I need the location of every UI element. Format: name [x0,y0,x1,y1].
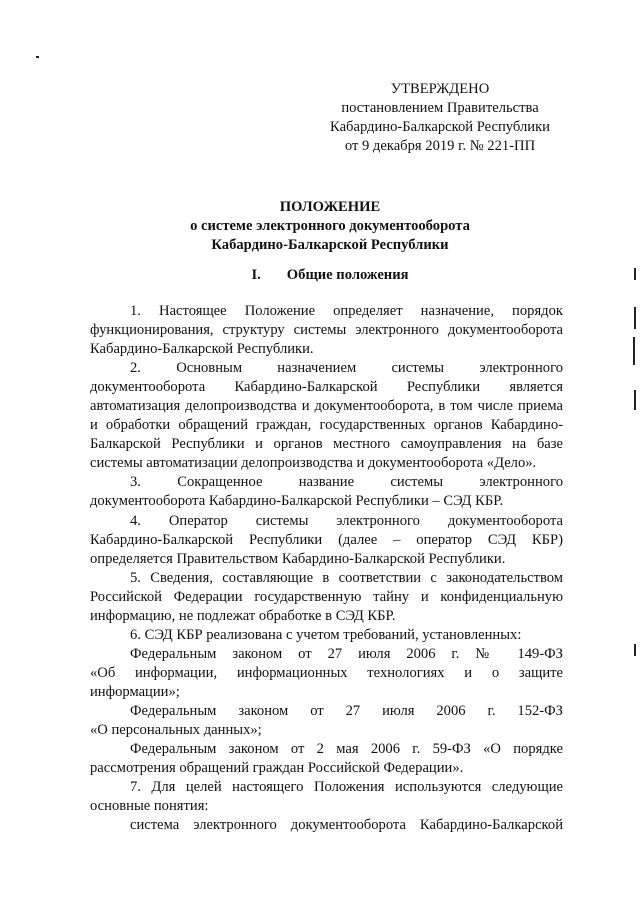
law-149-line-2: «Об информации, информационных технологиях и о защите [90,664,563,681]
paragraph-1-first-line: 1. Настоящее Положение определяет назначение, порядок [130,303,563,319]
paragraph-4-rest: Кабардино-Балкарской Республики (далее – оператор СЭД КБР) определяется Правительством Кабардино-Балкарской Республики. [90,531,563,567]
title-line-2: о системе электронного документооборота [190,218,470,234]
law-59: Федеральным законом от 2 мая 2006 г. 59-ФЗ «О порядке рассмотрения обращений граждан Российской Федерации». [90,741,563,777]
approval-line-2: постановлением Правительства [341,100,539,116]
paragraph-7-definition: система электронного документооборота Кабардино-Балкарской [130,817,563,834]
document-body [90,302,563,835]
scan-edge-mark [634,307,636,329]
section-title: Общие положения [286,267,409,283]
scan-edge-mark [634,390,636,410]
paragraph-3-rest: документооборота Кабардино-Балкарской Республики – СЭД КБР. [90,493,504,510]
approval-line-4: от 9 декабря 2019 г. № 221-ПП [344,138,536,154]
title-line-1: ПОЛОЖЕНИЕ [279,199,381,215]
title-line-3: Кабардино-Балкарской Республики [211,237,449,253]
approval-stamp [300,80,580,156]
paragraph-6: 6. СЭД КБР реализована с учетом требований, установленных: [130,626,522,643]
law-152-line-2: «О персональных данных»; [90,722,262,739]
paragraph-1-rest: функционирования, структуру системы электронного документооборота Кабардино-Балкарской Республики. [90,322,563,358]
scan-edge-mark [634,644,636,656]
paragraph-2-rest: документооборота Кабардино-Балкарской Республики является автоматизация делопроизводства и документооборота, в том числе приема и обработки обращений граждан, государственных органов Кабардино-Балкарской Республики и органов местного самоуправления на базе системы автоматизации делопроизводства и документооборота «Дело». [90,379,563,472]
paragraph-2-first-line: 2. Основным назначением системы электронного [130,360,563,377]
paragraph-7: 7. Для целей настоящего Положения используются следующие основные понятия: [90,779,563,815]
scan-edge-mark [634,268,636,280]
approval-line-1: УТВЕРЖДЕНО [390,81,490,97]
section-heading [90,266,570,285]
paragraph-3-first-line: 3. Сокращенное название системы электронного [130,474,563,491]
section-number: I. [251,267,261,283]
law-152-line-1: Федеральным законом от 27 июля 2006 г. 152-ФЗ [130,702,563,719]
paragraph-5: 5. Сведения, составляющие в соответствии с законодательством Российской Федерации государственную тайну и конфиденциальную информацию, не подлежат обработке в СЭД КБР. [90,569,563,624]
scan-edge-mark [633,337,635,365]
document-title [90,198,570,255]
approval-line-3: Кабардино-Балкарской Республики [330,119,550,135]
law-149-line-1: Федеральным законом от 27 июля 2006 г. № 149-ФЗ [130,645,563,662]
paragraph-4-first-line: 4. Оператор системы электронного документооборота [130,512,563,529]
scan-speck [36,56,39,58]
law-149-line-3: информации»; [90,683,180,700]
